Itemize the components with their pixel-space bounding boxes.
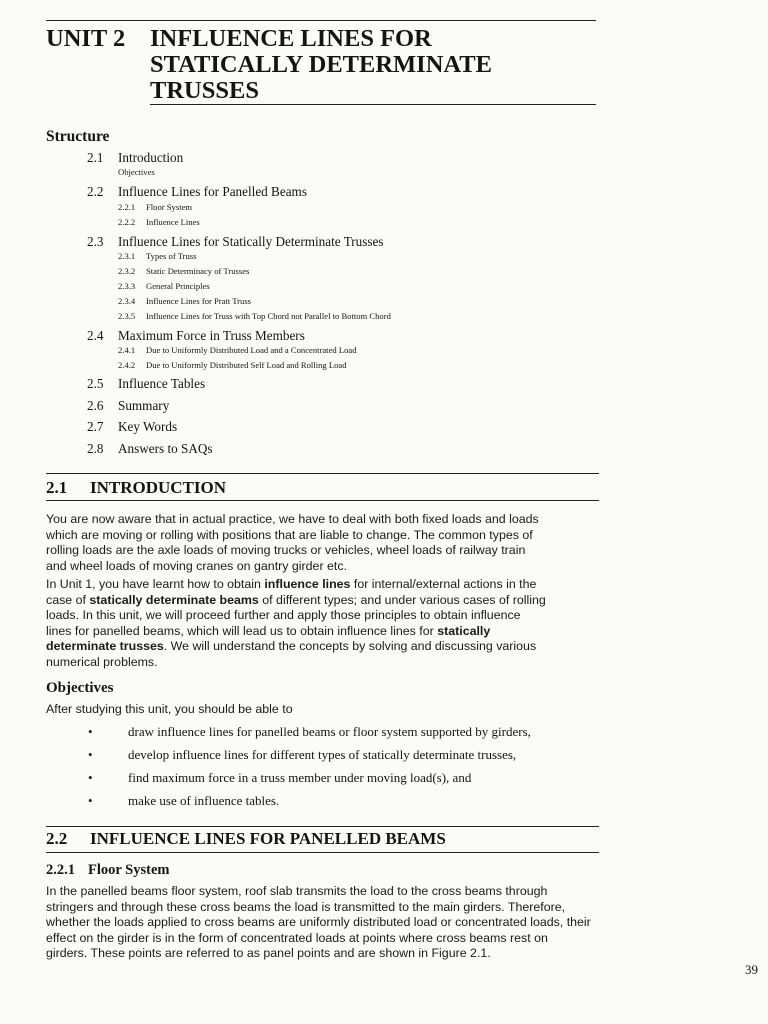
bullet-icon: • xyxy=(88,724,93,739)
section-rule xyxy=(46,473,599,474)
document-page: UNIT 2 INFLUENCE LINES FOR STATICALLY DETERMINATE TRUSSES Structure 2.1 Introduction Objectives 2.2 Influence Lines for Panelled Beams 2.2.1 Floor System 2.2.2 Influence Lines 2.3 Influence Lines for Statically Determinate Trusses 2.3.1 Types of Truss 2.3.2 Static Determinacy of Trusses 2.3.3 General Principles 2.3.4 Influence Lines for Pratt Truss 2.3.5 Influence Lines for Truss with Top Chord not Parallel to Bottom Chord 2.4 Maximum Force in Truss Members 2.4.1 Due to Uniformly Distributed Load and a Concentrated Load 2.4.2 Due to Uniformly Distributed Self Load and Rolling Load 2.5 Influence Tables 2.6 Summary 2.7 Key Words 2.8 Answers to SAQs 2.1 INTRODUCTION You are now aware that in actual practice, we have to deal with both fixed loads and loads which are moving or rolling with positions that are liable to change. The common types of rolling loads are the axle loads of moving trucks or vehicles, wheel loads of railway train and wheel loads of moving cranes on gantry girder etc. In Unit 1, you have learnt how to obtain influence lines for internal/external actions in the case of statically determinate beams of different types; and under various cases of rolling loads. In this unit, we will proceed further and apply those principles to obtain influence lines for panelled beams, which will lead us to obtain influence lines for statically determinate trusses. We will understand the concepts by solving and discussing various numerical problems. Objectives After studying this unit, you should be able to • draw influence lines for panelled beams or floor system supported by girders, • develop influence lines for different types of statically determinate trusses, • find maximum force in a truss member under moving load(s), and • make use of influence tables. 2.2 INFLUENCE LINES FOR PANELLED BEAMS 2.2.1 Floor System In the panelled beams floor system, roof slab transmits the load to the cross beams through stringers and through these cross beams the load is transmitted to the main girders. Therefore, whether the loads applied to cross beams are uniformly distributed load or concentrated loads, their effect on the girder is in the form of concentrated loads at points where cross beams rest on girders. These points are referred to as panel points and are shown in Figure 2.1. 39 xyxy=(0,0,768,1024)
unit-title-line-2: STATICALLY DETERMINATE xyxy=(150,51,492,78)
floor-system-paragraph: In the panelled beams floor system, roof slab transmits the load to the cross beams through stringers and through these cross beams the load is transmitted to the main girders. Therefore, whether the loads applied to cross beams are uniformly distributed load or concentrated loads, their effect on the girder is in the form of concentrated loads at points where cross beams rest on girders. These points are referred to as panel points and are shown in Figure 2.1. xyxy=(46,884,591,960)
toc-objectives: Objectives xyxy=(118,167,155,177)
top-rule xyxy=(46,20,596,21)
page-number: 39 xyxy=(745,962,758,977)
intro-paragraph-1: You are now aware that in actual practice, we have to deal with both fixed loads and loads which are moving or rolling with positions that are liable to change. The common types of rolling loads are the axle loads of moving trucks or vehicles, wheel loads of railway train and wheel loads of moving cranes on gantry girder etc. xyxy=(46,512,539,573)
section-rule xyxy=(46,500,599,501)
title-bottom-rule xyxy=(150,104,596,105)
unit-title-line-1: INFLUENCE LINES FOR xyxy=(150,25,432,52)
section-rule xyxy=(46,852,599,853)
bullet-icon: • xyxy=(88,793,93,808)
objectives-heading: Objectives xyxy=(46,680,114,696)
section-rule xyxy=(46,826,599,827)
unit-title-line-3: TRUSSES xyxy=(150,77,259,104)
unit-title-lines xyxy=(150,26,492,104)
bullet-icon: • xyxy=(88,747,93,762)
unit-number: UNIT 2 xyxy=(46,25,126,52)
intro-paragraph-2: In Unit 1, you have learnt how to obtain influence lines for internal/external actions in the case of statically determinate beams of different types; and under various cases of rolling loads. In this unit, we will proceed further and apply those principles to obtain influence lines for panelled beams, which will lead us to obtain influence lines for statically determinate trusses. We will understand the concepts by solving and discussing various numerical problems. xyxy=(46,577,546,669)
bullet-icon: • xyxy=(88,770,93,785)
structure-heading: Structure xyxy=(46,128,110,145)
objectives-intro: After studying this unit, you should be able to xyxy=(46,702,293,716)
